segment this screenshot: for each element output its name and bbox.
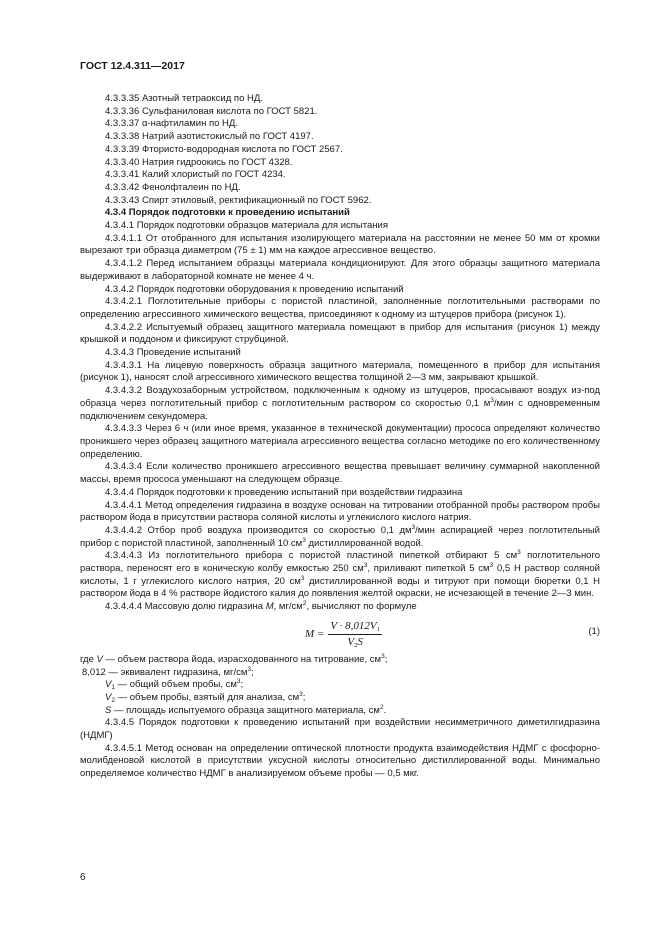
paragraph-4-3-4-3-3: 4.3.4.3.3 Через 6 ч (или иное время, указанное в технической документации) прососа определяют количество проникшего через образец защитного материала агрессивного вещества согласно методике по его количественному определению. xyxy=(80,423,600,460)
text-run: /мин с одновременным подключением секундомера. xyxy=(80,397,600,422)
superscript: 3 xyxy=(299,690,303,698)
paragraph-4-3-4-3-4: 4.3.4.3.4 Если количество проникшего агрессивного вещества превышает величину суммарной накопленной массы, время прососа уменьшают на следующем образце. xyxy=(80,461,600,486)
text-run: , приливают пипеткой 5 см xyxy=(367,563,490,575)
paragraph-4-3-4-5: 4.3.4.5 Порядок подготовки к проведению испытаний при воздействии несимметричного диметилгидразина (НДМГ) xyxy=(80,717,600,742)
subscript: 1 xyxy=(376,625,380,633)
text-run: /мин аспирацией через поглотительный прибор с пористой пластиной, заполненный 10 см xyxy=(80,524,600,549)
where-line-v2: $V_2$ — объем пробы, взятый для анализа, $см^3$; xyxy=(105,690,306,704)
text-run: 4.3.4.4.2 Отбор проб воздуха производится со скоростью 0,1 дм xyxy=(105,524,412,536)
text-run: дистиллированной водой. xyxy=(305,537,424,549)
paragraph-4-3-3-41: 4.3.3.41 Калий хлористый по ГОСТ 4234. xyxy=(105,169,286,181)
formula-number: (1) xyxy=(588,625,600,637)
paragraph-4-3-3-37: 4.3.3.37 α-нафтиламин по НД. xyxy=(105,118,238,130)
text-run: 4.3.4.3.2 Воздухозаборным устройством, подключенным к одному из штуцеров, просасывают воздух из-под образца через поглотительный прибор с поглотительным раствором со скоростью 0,1 м xyxy=(80,385,600,409)
formula xyxy=(305,620,382,648)
formula-numerator xyxy=(328,620,382,635)
superscript: 3 xyxy=(381,652,385,660)
text-run: , вычисляют по формуле xyxy=(306,601,417,613)
text-run: — площадь испытуемого образца защитного материала, см xyxy=(111,704,380,716)
superscript: 3 xyxy=(302,536,306,544)
paragraph-4-3-3-35: 4.3.3.35 Азотный тетраоксид по НД. xyxy=(105,93,263,104)
superscript: 2 xyxy=(379,703,384,711)
document-header: ГОСТ 12.4.311—2017 xyxy=(80,60,185,72)
symbol-m: M xyxy=(265,601,274,613)
paragraph-4-3-3-40: 4.3.3.40 Натрия гидроокись по ГОСТ 4328. xyxy=(105,156,293,168)
superscript: 3 xyxy=(236,678,241,686)
paragraph-4-3-4-1-2: 4.3.4.1.2 Перед испытанием образцы материала кондиционируют. Для этого образцы защитного материала выдерживают в лабораторной комнате не менее 4 ч. xyxy=(80,258,600,282)
paragraph-4-3-4-4-4 xyxy=(80,601,600,614)
paragraph-4-3-4-1-1: 4.3.4.1.1 От отобранного для испытания изолирующего материала на расстоянии не менее 50 мм от кромки вырезают три образца диаметром (75 ± 1) мм на каждое агрессивное вещество. xyxy=(80,232,600,257)
paragraph-4-3-3-39: 4.3.3.39 Фтористо-водородная кислота по ГОСТ 2567. xyxy=(105,143,343,155)
paragraph-4-3-3-42: 4.3.3.42 Фенолфталеин по НД. xyxy=(105,181,241,193)
superscript: 3 xyxy=(300,574,305,582)
text-run: 0,5 Н раствор соляной кислоты, 1 г углекислого кислого натрия, 20 см xyxy=(80,563,600,587)
formula-block xyxy=(80,614,600,654)
document-body xyxy=(80,93,600,781)
formula-lhs: M = xyxy=(305,627,325,640)
paragraph-4-3-4-2: 4.3.4.2 Порядок подготовки оборудования к проведению испытаний xyxy=(105,283,404,295)
where-line-v: где V — объем раствора йода, израсходованного на титрование, $см^3$; xyxy=(80,652,388,665)
numerator-text: V · 8,012V xyxy=(330,619,377,632)
where-line-8012: 8,012 — эквивалент гидразина, $мг/см^3$; xyxy=(82,665,254,678)
where-line-v1: $V_1$ — общий объем пробы, $см^3$; xyxy=(105,678,244,692)
text-run: 4.3.4.4.3 Из поглотительного прибора с пористой пластиной пипеткой отбирают 5 см xyxy=(105,550,518,562)
symbol-v: V xyxy=(96,653,103,665)
symbol-v1: V xyxy=(105,679,112,691)
symbol-v2: V xyxy=(105,691,112,703)
where-line-s: S — площадь испытуемого образца защитного материала, $см^2$. xyxy=(105,703,387,716)
text-run: — объем раствора йода, израсходованного на титрование, см xyxy=(102,653,382,665)
formula-denominator xyxy=(347,635,362,649)
superscript: 3 xyxy=(489,562,494,570)
paragraph-4-3-4-4-2 xyxy=(80,525,600,550)
text-run: дистиллированной воды и титруют при помощи бюретки 0,1 Н раствором йода в 4 % растворе йодистого калия до появления желтой окраски, не исчезающей в течение 2—3 мин. xyxy=(80,575,600,600)
paragraph-4-3-3-38: 4.3.3.38 Натрий азотистокислый по ГОСТ 4197. xyxy=(105,131,314,143)
text-run: — объем пробы, взятый для анализа, см xyxy=(114,691,300,703)
text-run: поглотительного раствора, переносят его в коническую колбу емкостью 250 см xyxy=(80,550,601,575)
text-run: , мг/см xyxy=(273,601,303,613)
paragraph-4-3-4-2-1: 4.3.4.2.1 Поглотительные приборы с пористой пластиной, заполненные поглотительными растворами по определению агрессивного химического вещества, присоединяют к одному из штуцеров прибора (рисунок 1). xyxy=(80,296,600,320)
superscript: 3 xyxy=(490,396,494,404)
formula-fraction xyxy=(328,620,382,648)
paragraph-4-3-4-3: 4.3.4.3 Проведение испытаний xyxy=(105,347,241,359)
section-heading-4-3-4: 4.3.4 Порядок подготовки к проведению испытаний xyxy=(105,207,350,219)
paragraph-4-3-3-43: 4.3.3.43 Спирт этиловый, ректификационный по ГОСТ 5962. xyxy=(105,194,372,206)
superscript: 2 xyxy=(302,600,307,608)
paragraph-4-3-4-4: 4.3.4.4 Порядок подготовки к проведению испытаний при воздействии гидразина xyxy=(105,486,463,498)
paragraph-4-3-3-36: 4.3.3.36 Сульфаниловая кислота по ГОСТ 5821. xyxy=(105,105,318,117)
paragraph-4-3-4-1: 4.3.4.1 Порядок подготовки образцов материала для испытания xyxy=(105,220,388,232)
text-run: 4.3.4.4.4 Массовую долю гидразина xyxy=(105,601,266,613)
subscript: 1 xyxy=(111,684,115,692)
paragraph-4-3-4-4-3 xyxy=(80,550,600,601)
superscript: 3 xyxy=(517,549,521,557)
paragraph-4-3-4-5-1: 4.3.4.5.1 Метод основан на определении оптической плотности продукта взаимодействия НДМГ с фосфорно-молибденовой кислотой в присутствии уксусной кислоты относительно дистиллированной воды. Минимально определяемое количество НДМГ в анализируемом объеме пробы — 0,5 мкг. xyxy=(80,742,600,780)
denominator-s: S xyxy=(357,635,363,648)
text-run: где xyxy=(80,653,97,665)
paragraph-4-3-4-3-2 xyxy=(80,385,600,423)
subscript: 2 xyxy=(111,696,115,704)
paragraph-4-3-4-2-2: 4.3.4.2.2 Испытуемый образец защитного материала помещают в прибор для испытания (рисунок 1) между крышкой и поддоном и фиксируют струбциной. xyxy=(80,321,600,346)
paragraph-4-3-4-4-1: 4.3.4.4.1 Метод определения гидразина в воздухе основан на титровании отобранной пробы раствором пробы раствором йода в присутствии раствора соляной кислоты и углекислого кислого натрия. xyxy=(80,499,600,524)
text-run: 8,012 — эквивалент гидразина, мг/см xyxy=(82,666,248,678)
text-run: — общий объем пробы, см xyxy=(114,679,237,691)
superscript: 3 xyxy=(363,562,368,570)
superscript: 3 xyxy=(411,523,416,531)
page-number: 6 xyxy=(80,872,86,883)
subscript: 2 xyxy=(354,641,358,649)
superscript: 3 xyxy=(247,665,251,673)
symbol-s: S xyxy=(105,704,112,716)
denominator-v: V xyxy=(347,635,355,648)
paragraph-4-3-4-3-1: 4.3.4.3.1 На лицевую поверхность образца защитного материала, помещенного в прибор для испытания (рисунок 1), наносят слой агрессивного химического вещества толщиной 2—3 мм, закрывают крышкой. xyxy=(80,359,600,384)
